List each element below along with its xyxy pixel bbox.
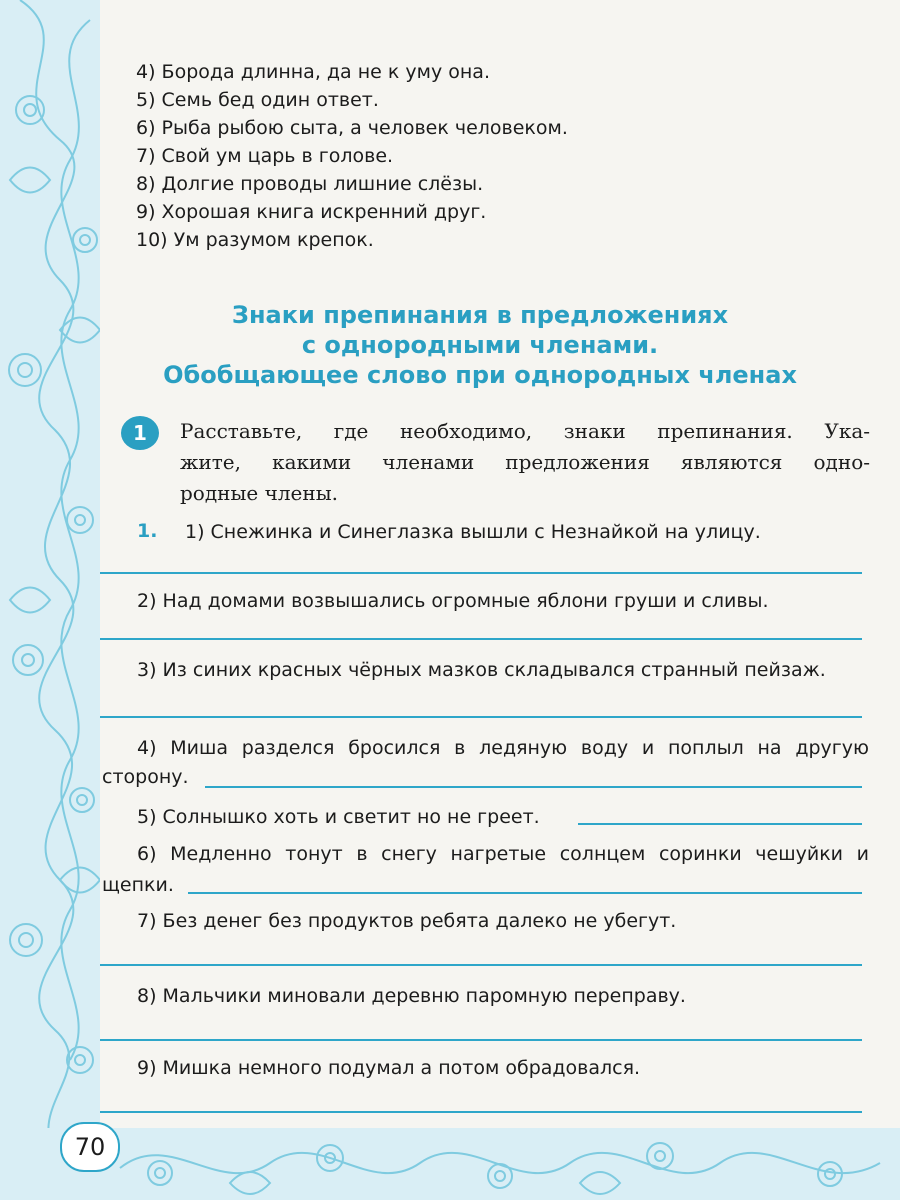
answer-line[interactable] [100,638,862,640]
answer-line[interactable] [205,786,862,788]
instruction-line: родные члены. [180,481,338,505]
list-item: 7) Свой ум царь в голове. [136,145,394,167]
sentence: сторону. [102,766,189,788]
sentence: 5) Солнышко хоть и светит но не греет. [137,806,540,828]
sentence: 9) Мишка немного подумал а потом обрадовался. [137,1057,641,1079]
list-item: 9) Хорошая книга искренний друг. [136,201,487,223]
answer-line[interactable] [100,1111,862,1113]
list-item: 5) Семь бед один ответ. [136,89,379,111]
sentence: 8) Мальчики миновали деревню паромную переправу. [137,985,686,1007]
answer-number: 1. [137,520,158,542]
bottom-ornament-border [0,1128,900,1200]
proverbs-list [136,58,568,254]
sentence: 6) Медленно тонут в снегу нагретые солнцем соринки чешуйки и [137,843,869,865]
answer-line[interactable] [100,716,862,718]
section-heading [120,300,840,390]
instruction-line: жите, какими членами предложения являются одно- [180,450,870,474]
answer-line[interactable] [188,892,862,894]
sentence: 4) Миша разделся бросился в ледяную воду и поплыл на другую [137,737,869,759]
list-item: 8) Долгие проводы лишние слёзы. [136,173,484,195]
exercise-number-badge: 1 [121,416,159,450]
sentence: 2) Над домами возвышались огромные яблони груши и сливы. [137,590,769,612]
instruction-line: Расставьте, где необходимо, знаки препинания. Ука- [180,419,870,443]
sentence: 3) Из синих красных чёрных мазков складывался странный пейзаж. [137,659,826,681]
answer-line[interactable] [100,964,862,966]
list-item: 4) Борода длинна, да не к уму она. [136,61,490,83]
heading-line: Знаки препинания в предложениях [231,301,729,329]
sentence: щепки. [102,874,174,896]
answer-line[interactable] [100,572,862,574]
list-item: 10) Ум разумом крепок. [136,229,374,251]
heading-line: с однородными членами. [301,331,659,359]
sentence: 1) Снежинка и Синеглазка вышли с Незнайкой на улицу. [185,521,761,543]
answer-line[interactable] [578,823,862,825]
swirl-ornament-icon [0,1128,900,1200]
exercise-instruction [180,416,870,509]
heading-line: Обобщающее слово при однородных членах [163,361,797,389]
page-number: 70 [60,1122,120,1172]
sentence: 7) Без денег без продуктов ребята далеко не убегут. [137,910,677,932]
answer-line[interactable] [100,1039,862,1041]
list-item: 6) Рыба рыбою сыта, а человек человеком. [136,117,568,139]
